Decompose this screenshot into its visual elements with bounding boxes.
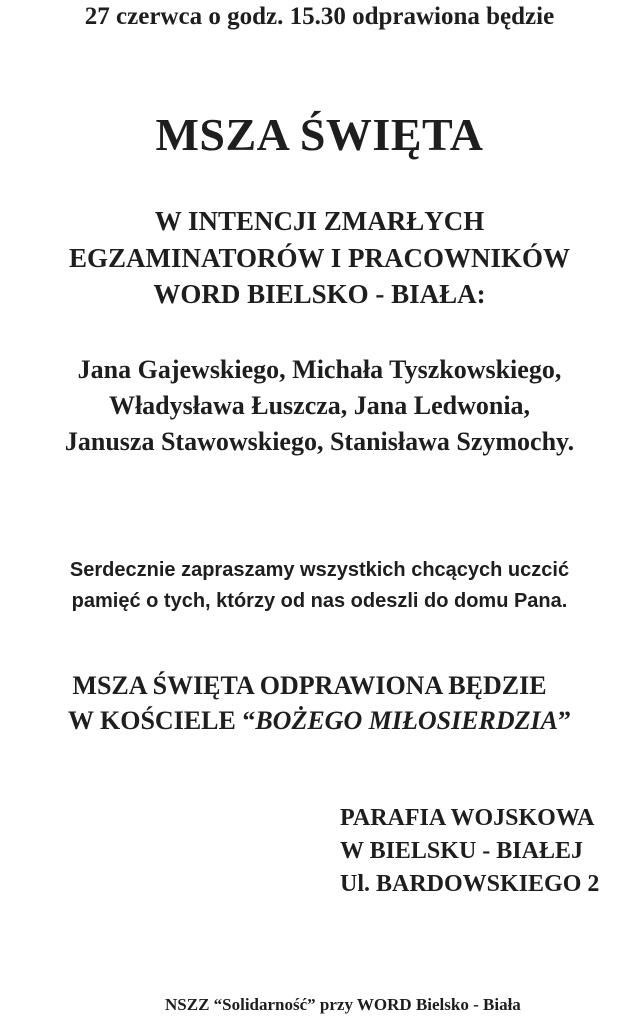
invitation-line: Serdecznie zapraszamy wszystkich chcących uczcić [69, 559, 570, 581]
invitation-line: pamięć o tych, którzy od nas odeszli do domu Pana. [71, 590, 568, 612]
church-line [0, 703, 639, 739]
names-line: Jana Gajewskiego, Michała Tyszkowskiego, [77, 355, 562, 384]
parish-line: W BIELSKU - BIAŁEJ [340, 838, 583, 864]
parish-line: PARAFIA WOJSKOWA [340, 805, 595, 831]
page-title: MSZA ŚWIĘTA [155, 109, 484, 160]
church-suffix: ” [558, 706, 572, 735]
intention-line: WORD BIELSKO - BIAŁA: [153, 279, 486, 309]
church-name: BOŻEGO MIŁOSIERDZIA [255, 706, 559, 735]
names-line: Janusza Stawowskiego, Stanisława Szymochy. [64, 427, 575, 456]
church-prefix: W KOŚCIELE “ [67, 706, 256, 735]
date-time-header: 27 czerwca o godz. 15.30 odprawiona będzie [84, 3, 555, 30]
names-line: Władysława Łuszcza, Jana Ledwonia, [108, 391, 531, 420]
intention-line: W INTENCJI ZMARŁYCH [154, 206, 485, 236]
intention-line: EGZAMINATORÓW I PRACOWNIKÓW [68, 243, 571, 273]
parish-line: Ul. BARDOWSKIEGO 2 [340, 871, 600, 897]
organizer-footer: NSZZ “Solidarność” przy WORD Bielsko - Biała [165, 995, 521, 1014]
church-line: MSZA ŚWIĘTA ODPRAWIONA BĘDZIE [72, 671, 547, 700]
